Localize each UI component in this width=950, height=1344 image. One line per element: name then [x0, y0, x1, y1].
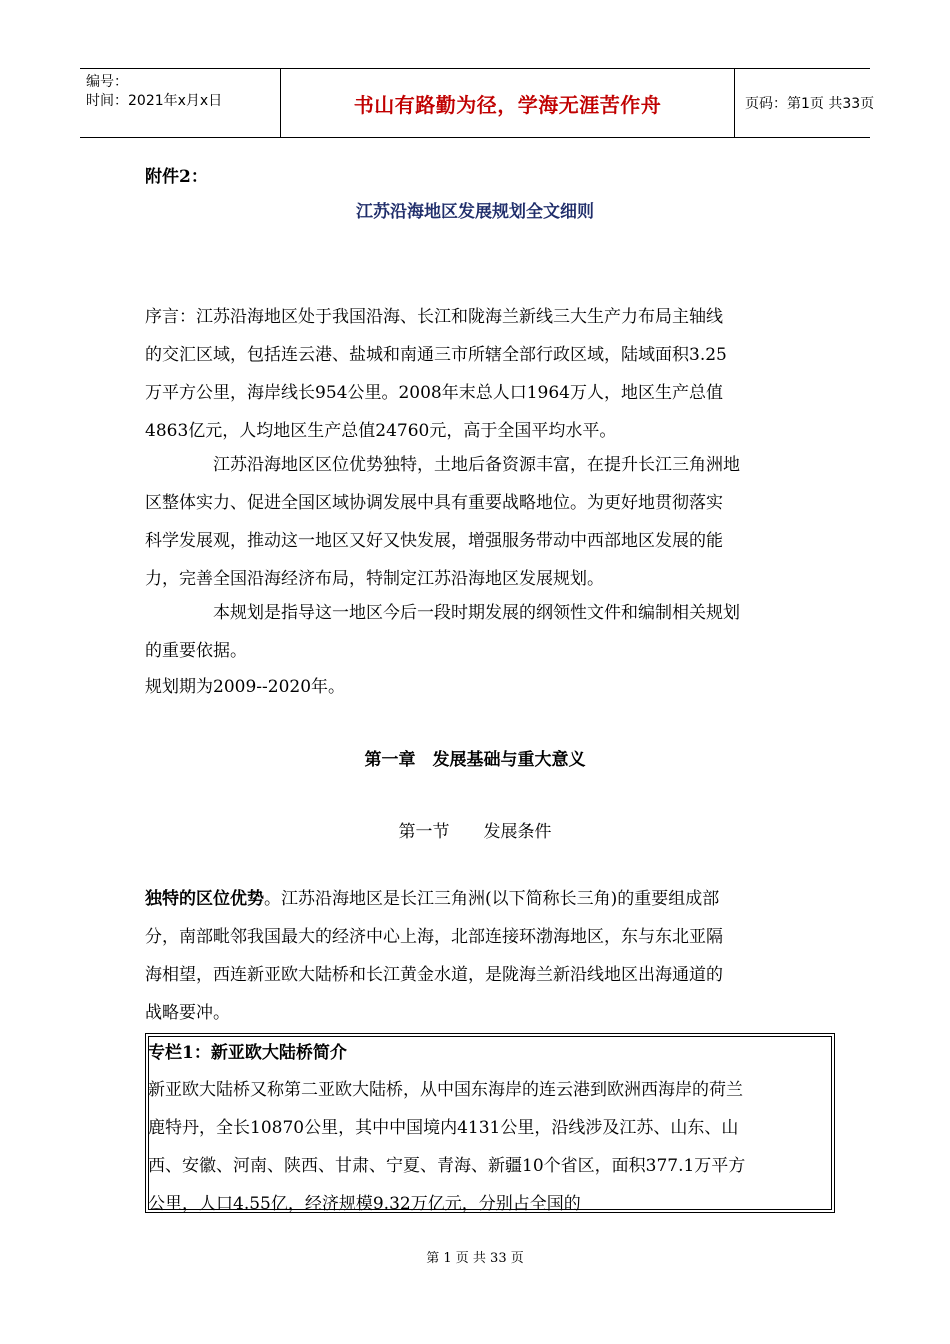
page-info: 页码：第1页 共33页	[745, 96, 875, 112]
page-footer: 第 1 页 共 33 页	[426, 1251, 524, 1266]
date-label: 时间：2021年x月x日	[86, 93, 223, 109]
text-line: 海相望，西连新亚欧大陆桥和长江黄金水道，是陇海兰新沿线地区出海通道的	[145, 965, 723, 985]
plan-period: 规划期为2009--2020年。	[145, 677, 346, 697]
text-line: 鹿特丹，全长10870公里，其中中国境内4131公里，沿线涉及江苏、山东、山	[148, 1118, 739, 1138]
column-box-title: 专栏1：新亚欧大陆桥简介	[148, 1043, 347, 1063]
plan-purpose-paragraph	[145, 594, 810, 670]
header-meta-cell	[80, 69, 280, 137]
text-line: 科学发展观，推动这一地区又好又快发展，增强服务带动中西部地区发展的能	[145, 531, 723, 551]
text-line: 公里，人口4.55亿，经济规模9.32万亿元，分别占全国的	[148, 1194, 581, 1214]
number-label: 编号：	[86, 74, 128, 90]
page-header	[80, 68, 875, 138]
document-title: 江苏沿海地区发展规划全文细则	[356, 202, 594, 222]
text-line	[145, 880, 810, 918]
section-heading: 第一节 发展条件	[398, 822, 552, 842]
text-line: 的重要依据。	[145, 641, 247, 661]
text-line: 江苏沿海地区区位优势独特，土地后备资源丰富，在提升长江三角洲地	[213, 455, 740, 475]
text-line: 新亚欧大陆桥又称第二亚欧大陆桥，从中国东海岸的连云港到欧洲西海岸的荷兰	[148, 1080, 743, 1100]
strategic-paragraph	[145, 446, 810, 598]
text-line: 战略要冲。	[145, 1003, 230, 1023]
text-line: 分，南部毗邻我国最大的经济中心上海，北部连接环渤海地区，东与东北亚隔	[145, 927, 723, 947]
text-line: 区整体实力、促进全国区域协调发展中具有重要战略地位。为更好地贯彻落实	[145, 493, 723, 513]
text-line: 本规划是指导这一地区今后一段时期发展的纲领性文件和编制相关规划	[213, 603, 740, 623]
location-advantage-paragraph	[145, 880, 810, 1032]
text-line: 序言：江苏沿海地区处于我国沿海、长江和陇海兰新线三大生产力布局主轴线	[145, 307, 723, 327]
preface-paragraph	[145, 298, 810, 450]
motto-text: 书山有路勤为径，学海无涯苦作舟	[353, 92, 662, 117]
location-heading: 独特的区位优势	[145, 889, 264, 909]
column-box	[145, 1033, 835, 1213]
text-line: 的交汇区域，包括连云港、盐城和南通三市所辖全部行政区域，陆域面积3.25	[145, 345, 727, 365]
chapter-heading: 第一章 发展基础与重大意义	[364, 750, 586, 770]
text-line: 万平方公里，海岸线长954公里。2008年末总人口1964万人，地区生产总值	[145, 383, 723, 403]
header-motto-cell	[280, 69, 735, 137]
text-line: 力，完善全国沿海经济布局，特制定江苏沿海地区发展规划。	[145, 569, 604, 589]
text-line: 西、安徽、河南、陕西、甘肃、宁夏、青海、新疆10个省区，面积377.1万平方	[148, 1156, 746, 1176]
location-text: 。江苏沿海地区是长江三角洲(以下简称长三角)的重要组成部	[264, 889, 720, 909]
column-box-text	[148, 1071, 745, 1223]
annex-label: 附件2：	[145, 167, 208, 187]
text-line: 4863亿元，人均地区生产总值24760元，高于全国平均水平。	[145, 421, 617, 441]
